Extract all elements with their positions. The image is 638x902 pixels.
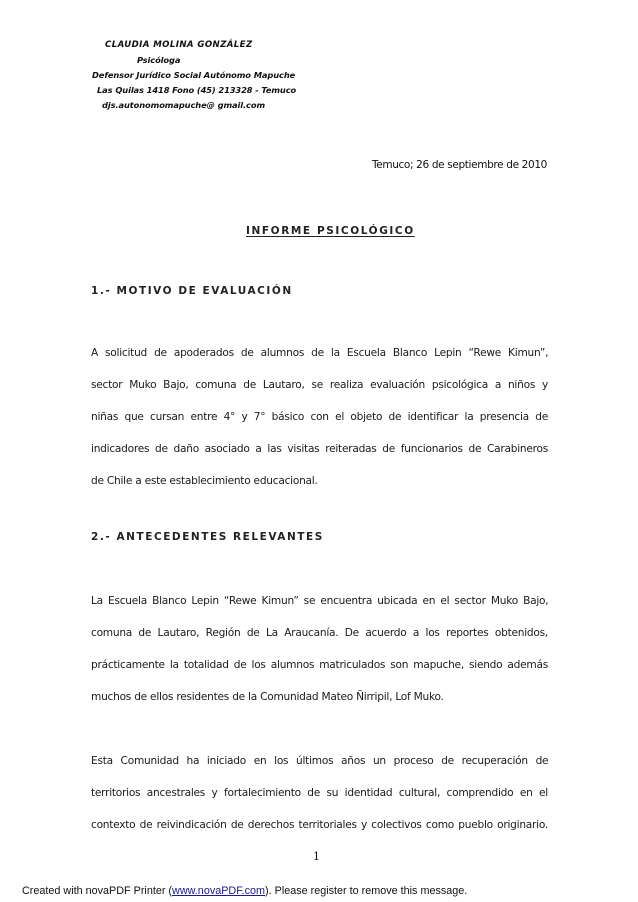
section-heading-antecedentes: 2.- ANTECEDENTES RELEVANTES — [91, 531, 324, 543]
document-title: INFORME PSICOLÓGICO — [246, 225, 415, 237]
document-date: Temuco; 26 de septiembre de 2010 — [371, 159, 547, 171]
text-line: Esta Comunidad ha iniciado en los últimos años un proceso de recuperación de — [91, 755, 549, 767]
page-number: 1 — [313, 850, 320, 863]
text-line: La Escuela Blanco Lepin “Rewe Kimun” se encuentra ubicada en el sector Muko Bajo, — [91, 595, 549, 607]
text-line: sector Muko Bajo, comuna de Lautaro, se realiza evaluación psicológica a niños y — [91, 379, 548, 391]
text-line: muchos de ellos residentes de la Comunidad Mateo Ñirripil, Lof Muko. — [91, 691, 444, 703]
paragraph-antecedentes-2 — [91, 745, 548, 841]
letterhead-organization: Defensor Jurídico Social Autónomo Mapuche — [92, 70, 296, 80]
letterhead-name: CLAUDIA MOLINA GONZÁLEZ — [105, 40, 253, 50]
novapdf-footer — [22, 885, 467, 897]
text-line: niñas que cursan entre 4° y 7° básico con el objeto de identificar la presencia de — [91, 411, 548, 423]
text-line: indicadores de daño asociado a las visitas reiteradas de funcionarios de Carabineros — [91, 443, 548, 455]
text-line: comuna de Lautaro, Región de La Araucanía. De acuerdo a los reportes obtenidos, — [91, 627, 548, 639]
text-line: prácticamente la totalidad de los alumnos matriculados son mapuche, siendo además — [91, 659, 548, 671]
letterhead-address: Las Quilas 1418 Fono (45) 213328 - Temuco — [97, 85, 297, 95]
section-heading-motivo: 1.- MOTIVO DE EVALUACIÓN — [91, 285, 293, 297]
text-line: de Chile a este establecimiento educacional. — [91, 475, 318, 487]
footer-prefix: Created with novaPDF Printer ( — [22, 885, 173, 897]
letterhead-role: Psicóloga — [137, 55, 181, 65]
text-line: A solicitud de apoderados de alumnos de la Escuela Blanco Lepin “Rewe Kimun”, — [91, 347, 549, 359]
novapdf-link[interactable]: www.novaPDF.com — [172, 885, 266, 897]
paragraph-motivo — [91, 337, 548, 497]
text-line: territorios ancestrales y fortalecimiento de su identidad cultural, comprendido en el — [91, 787, 548, 799]
footer-suffix: ). Please register to remove this message. — [265, 885, 468, 897]
letterhead-email: djs.autonomomapuche@ gmail.com — [102, 100, 266, 110]
text-line: contexto de reivindicación de derechos territoriales y colectivos como pueblo originario. — [91, 819, 548, 831]
paragraph-antecedentes-1 — [91, 585, 548, 713]
